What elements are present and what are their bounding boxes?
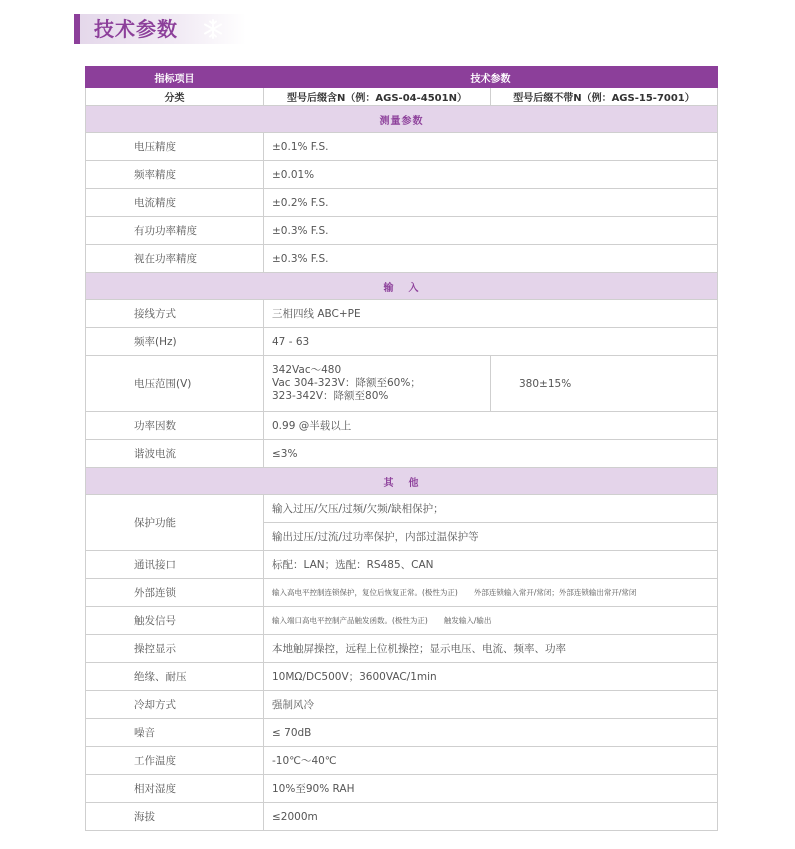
- table-row: 电压精度 ±0.1% F.S.: [86, 133, 718, 161]
- header-spec: 技术参数: [264, 67, 718, 88]
- spec-table: [85, 66, 718, 831]
- title-accent-bar: [74, 14, 80, 44]
- section-other-char-1: 其: [383, 477, 395, 489]
- section-input-char-2: 入: [408, 282, 420, 294]
- voltage-range-without-n: 380±15%: [491, 356, 718, 412]
- table-row: 电流精度 ±0.2% F.S.: [86, 189, 718, 217]
- section-measure: 测量参数: [86, 106, 718, 133]
- section-input: [86, 273, 718, 300]
- trigger-with-n: 输入端口高电平控制产品触发函数。(极性为正): [272, 616, 428, 625]
- table-row: 外部连锁 输入高电平控制连锁保护，复位后恢复正常。(极性为正) 外部连锁输入常开/常闭；外部连锁输出常开/常闭: [86, 579, 718, 607]
- snowflake-icon: [202, 18, 224, 40]
- table-header-row: [86, 67, 718, 88]
- section-other-char-2: 他: [408, 477, 420, 489]
- section-input-char-1: 输: [383, 282, 395, 294]
- section-other: [86, 468, 718, 495]
- table-row: 触发信号 输入端口高电平控制产品触发函数。(极性为正) 触发输入/输出: [86, 607, 718, 635]
- table-row: 频率(Hz) 47 - 63: [86, 328, 718, 356]
- table-row: 保护功能 输入过压/欠压/过频/欠频/缺相保护；: [86, 495, 718, 523]
- table-row: 谐波电流 ≤3%: [86, 440, 718, 468]
- interlock-with-n: 输入高电平控制连锁保护，复位后恢复正常。(极性为正): [272, 588, 458, 597]
- table-row: 噪音 ≤ 70dB: [86, 719, 718, 747]
- section-title-bar: [74, 14, 246, 44]
- table-row: 频率精度 ±0.01%: [86, 161, 718, 189]
- page-title: 技术参数: [94, 17, 178, 41]
- interlock-without-n: 外部连锁输入常开/常闭；外部连锁输出常开/常闭: [473, 588, 637, 597]
- table-subheader-row: [86, 88, 718, 106]
- header-item: 指标项目: [86, 67, 264, 88]
- table-row: 视在功率精度 ±0.3% F.S.: [86, 245, 718, 273]
- table-row: 相对湿度 10%至90% RAH: [86, 775, 718, 803]
- table-row: 冷却方式 强制风冷: [86, 691, 718, 719]
- table-row: 电压范围(V) 342Vac～480 Vac 304-323V：降额至60%； 323-342V：降额至80% 380±15%: [86, 356, 718, 412]
- table-row: 功率因数 0.99 @半载以上: [86, 412, 718, 440]
- table-row: 通讯接口 标配：LAN；选配：RS485、CAN: [86, 551, 718, 579]
- table-row: 输出过压/过流/过功率保护，内部过温保护等: [86, 523, 718, 551]
- table-row: 接线方式 三相四线 ABC+PE: [86, 300, 718, 328]
- table-row: 海拔 ≤2000m: [86, 803, 718, 831]
- table-row: 绝缘、耐压 10MΩ/DC500V；3600VAC/1min: [86, 663, 718, 691]
- table-row: 有功功率精度 ±0.3% F.S.: [86, 217, 718, 245]
- subheader-without-n: 型号后缀不带N（例：AGS-15-7001）: [491, 88, 718, 106]
- trigger-without-n: 触发输入/输出: [443, 616, 492, 625]
- voltage-range-with-n: 342Vac～480 Vac 304-323V：降额至60%； 323-342V：降额至80%: [264, 356, 491, 412]
- subheader-category: 分类: [86, 88, 264, 106]
- table-row: 工作温度 -10℃～40℃: [86, 747, 718, 775]
- table-row: 操控显示 本地触屏操控，远程上位机操控；显示电压、电流、频率、功率: [86, 635, 718, 663]
- subheader-with-n: 型号后缀含N（例：AGS-04-4501N）: [264, 88, 491, 106]
